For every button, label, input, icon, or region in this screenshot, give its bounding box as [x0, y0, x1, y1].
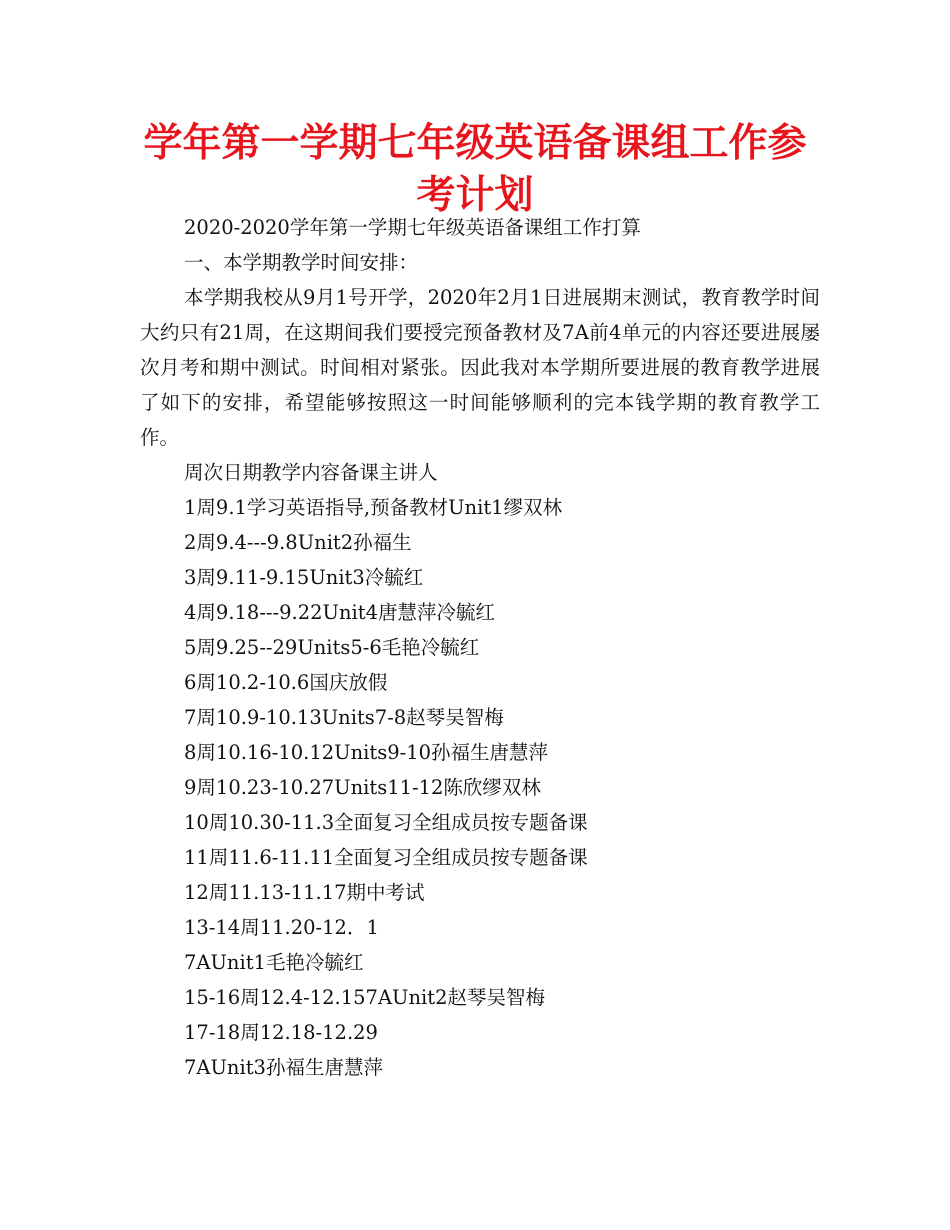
schedule-line: 8周10.16-10.12Units9-10孙福生唐慧萍	[184, 741, 549, 764]
schedule-line: 5周9.25--29Units5-6毛艳冷毓红	[184, 636, 480, 659]
schedule-line: 9周10.23-10.27Units11-12陈欣缪双林	[184, 776, 541, 799]
document-subtitle: 2020-2020学年第一学期七年级英语备课组工作打算	[184, 216, 641, 239]
schedule-line: 15-16周12.4-12.157AUnit2赵琴吴智梅	[184, 986, 546, 1009]
schedule-line: 7AUnit1毛艳冷毓红	[184, 951, 364, 974]
document-title: 学年第一学期七年级英语备课组工作参考计划	[143, 121, 807, 218]
schedule-line: 7AUnit3孙福生唐慧萍	[184, 1056, 383, 1079]
schedule-header: 周次日期教学内容备课主讲人	[184, 461, 438, 484]
schedule-line: 17-18周12.18-12.29	[184, 1021, 378, 1044]
schedule-line: 12周11.13-11.17期中考试	[184, 881, 425, 904]
schedule-line: 2周9.4---9.8Unit2孙福生	[184, 531, 412, 554]
section-heading: 一、本学期教学时间安排：	[184, 251, 419, 274]
schedule-line: 6周10.2-10.6国庆放假	[184, 671, 388, 694]
intro-paragraph: 本学期我校从9月1号开学，2020年2月1日进展期末测试，教育教学时间大约只有21周，在这期间我们要授完预备教材及7A前4单元的内容还要进展屡次月考和期中测试。时间相对紧张。因此我对本学期所要进展的教育教学进展了如下的安排，希望能够按照这一时间能够顺利的完本钱学期的教育教学工作。	[140, 286, 820, 449]
schedule-line: 11周11.6-11.11全面复习全组成员按专题备课	[184, 846, 588, 869]
schedule-line: 13-14周11.20-12．1	[184, 916, 379, 939]
schedule-line: 10周10.30-11.3全面复习全组成员按专题备课	[184, 811, 588, 834]
schedule-line: 7周10.9-10.13Units7-8赵琴吴智梅	[184, 706, 504, 729]
schedule-line: 4周9.18---9.22Unit4唐慧萍冷毓红	[184, 601, 495, 624]
schedule-line: 1周9.1学习英语指导,预备教材Unit1缪双林	[184, 496, 563, 519]
document-body	[140, 210, 820, 1085]
schedule-line: 3周9.11-9.15Unit3冷毓红	[184, 566, 424, 589]
